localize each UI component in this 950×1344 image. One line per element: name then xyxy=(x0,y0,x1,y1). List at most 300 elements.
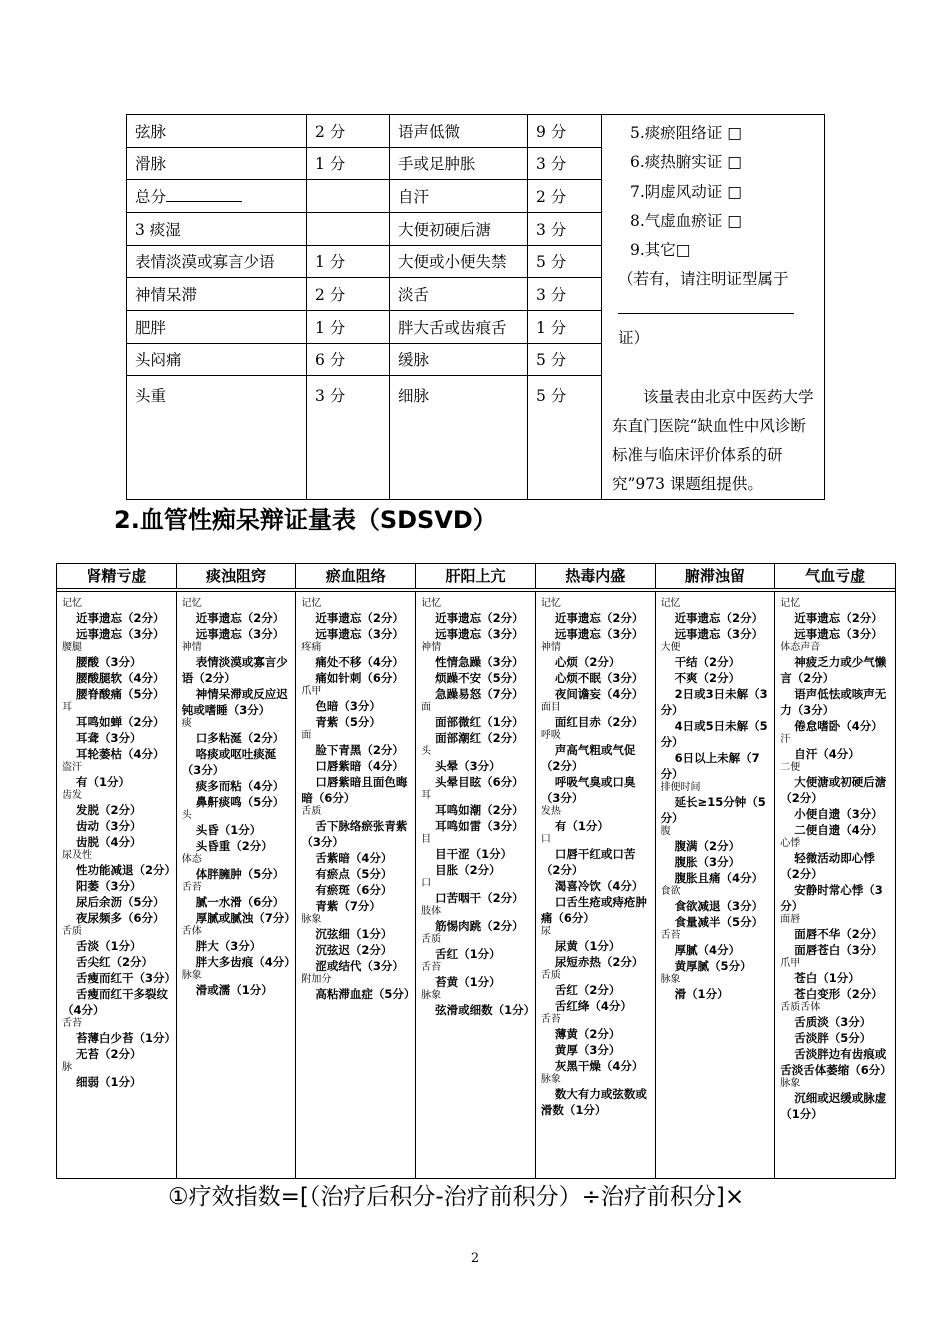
symptom-group-label: 舌质 xyxy=(421,934,442,945)
syndrome-checkbox-item[interactable]: 7.阴虚风动证 □ xyxy=(630,182,742,201)
symptom-score-item: 头晕（3分） xyxy=(435,759,501,773)
symptom-group xyxy=(62,762,172,790)
symptom-group xyxy=(62,598,172,642)
symptom-score-item: 心烦（2分） xyxy=(554,655,621,669)
total-blank-line[interactable] xyxy=(166,187,242,202)
symptom-group xyxy=(421,962,531,990)
symptom-score-item: 4日或5日未解（5分） xyxy=(660,719,768,749)
symptom-score-item: 舌尖红（2分） xyxy=(76,955,154,969)
symptom-score-item: 舌瘦而红干（3分） xyxy=(76,971,177,985)
cell-b: 自汗 xyxy=(390,180,528,213)
symptom-score-item: 口多粘涎（2分） xyxy=(195,731,285,745)
symptom-group xyxy=(182,642,292,718)
symptom-score-item: 舌下脉络瘀张青紫（3分） xyxy=(301,819,408,849)
symptom-group-label: 排便时间 xyxy=(660,782,701,793)
cell-a-score: 3 分 xyxy=(307,376,390,500)
symptom-group xyxy=(301,914,411,974)
symptom-group xyxy=(780,642,891,734)
symptom-group-label: 汗 xyxy=(780,734,791,745)
symptom-score-item: 舌红绛（4分） xyxy=(554,999,632,1013)
syndrome-column-body xyxy=(416,591,536,1178)
cell-a-score: 2 分 xyxy=(307,115,390,148)
symptom-score-item: 数大有力或弦数或滑数（1分） xyxy=(540,1087,647,1117)
symptom-score-item: 近事遗忘（2分） xyxy=(554,611,644,625)
symptom-score-item: 头昏（1分） xyxy=(195,823,262,837)
symptom-group-label: 舌苔 xyxy=(540,1014,561,1025)
syndrome-checkbox-item[interactable]: 5.痰瘀阻络证 □ xyxy=(630,124,742,142)
symptom-group xyxy=(62,926,177,1018)
symptom-group-label: 附加分 xyxy=(301,974,332,985)
symptom-group xyxy=(541,970,651,1014)
symptom-score-item: 声高气粗或气促（2分） xyxy=(540,743,636,773)
symptom-score-item: 夜间谵妄（4分） xyxy=(554,687,644,701)
symptom-group-label: 舌质 xyxy=(540,970,561,981)
symptom-group xyxy=(181,926,296,970)
symptom-group xyxy=(780,1002,891,1078)
symptom-score-item: 6日以上未解（7分） xyxy=(660,751,760,781)
symptom-group-label: 神情 xyxy=(421,642,442,653)
symptom-score-item: 小便自遗（3分） xyxy=(794,807,883,821)
symptom-score-item: 沉细或迟缓或脉虚（1分） xyxy=(780,1091,887,1121)
sdsvd-table xyxy=(56,563,896,1179)
symptom-score-item: 近事遗忘（2分） xyxy=(674,611,764,625)
cell-a: 表情淡漠或寡言少语 xyxy=(127,245,307,278)
symptom-score-item: 近事遗忘（2分） xyxy=(435,611,524,625)
syndrome-column-body xyxy=(177,591,297,1178)
syndrome-checklist-cell xyxy=(602,115,825,500)
symptom-score-item: 耳鸣如潮（2分） xyxy=(435,803,524,817)
symptom-group-label: 面 xyxy=(301,730,312,741)
symptom-group xyxy=(421,746,531,790)
symptom-score-item: 目胀（2分） xyxy=(435,863,501,877)
symptom-group xyxy=(661,974,771,1002)
symptom-group xyxy=(780,762,891,838)
symptom-score-item: 神疲乏力或少气懒言（2分） xyxy=(780,655,887,685)
total-label: 总分 xyxy=(135,188,167,207)
symptom-group-label: 爪甲 xyxy=(780,958,801,969)
syndrome-column-header: 气血亏虚 xyxy=(775,564,895,589)
symptom-group-label: 记忆 xyxy=(181,598,202,609)
symptom-score-item: 腹胀（3分） xyxy=(674,855,741,869)
cell-a: 3 痰湿 xyxy=(127,212,307,245)
symptom-group-label: 舌质 xyxy=(301,806,322,817)
symptom-score-item: 急躁易怒（7分） xyxy=(435,687,524,701)
symptom-score-item: 远事遗忘（3分） xyxy=(195,627,285,641)
section-title: 2.血管性痴呆辩证量表（SDSVD） xyxy=(114,506,497,534)
symptom-group xyxy=(780,914,891,958)
symptom-score-item: 二便自遗（4分） xyxy=(794,823,883,837)
cell-b-score: 3 分 xyxy=(528,212,602,245)
symptom-group xyxy=(301,642,411,686)
symptom-group xyxy=(661,826,771,886)
symptom-group xyxy=(541,598,651,642)
symptom-score-item: 口唇干红或口苦（2分） xyxy=(540,847,636,877)
symptom-score-item: 2日或3日未解（3分） xyxy=(660,687,768,717)
symptom-group-label: 记忆 xyxy=(780,598,801,609)
symptom-group xyxy=(301,806,411,914)
symptom-score-item: 目干涩（1分） xyxy=(435,847,513,861)
symptom-group xyxy=(182,970,292,998)
symptom-group-label: 发热 xyxy=(540,806,561,817)
symptom-score-item: 面唇苍白（3分） xyxy=(794,943,883,957)
symptom-group-label: 面目 xyxy=(540,702,561,713)
cell-b: 细脉 xyxy=(390,376,528,500)
symptom-score-item: 腰酸腿软（4分） xyxy=(76,671,165,685)
symptom-group-label: 体态声音 xyxy=(780,642,821,653)
syndrome-column-body xyxy=(296,591,416,1178)
symptom-score-item: 舌淡（1分） xyxy=(76,939,142,953)
symptom-group-label: 耳 xyxy=(421,790,432,801)
cell-a: 弦脉 xyxy=(127,115,307,148)
symptom-group-label: 脉象 xyxy=(181,970,202,981)
cell-a xyxy=(127,180,307,213)
cell-b: 缓脉 xyxy=(390,343,528,376)
symptom-group-label: 头 xyxy=(181,810,192,821)
symptom-score-item: 黄厚（3分） xyxy=(554,1043,621,1057)
symptom-score-item: 灰黑干燥（4分） xyxy=(554,1059,644,1073)
symptom-group-label: 脉象 xyxy=(660,974,681,985)
cell-a-score: 6 分 xyxy=(307,343,390,376)
symptom-group-label: 腹 xyxy=(660,826,671,837)
symptom-score-item: 阳萎（3分） xyxy=(76,879,142,893)
symptom-group-label: 记忆 xyxy=(421,598,442,609)
cell-a-score xyxy=(307,212,390,245)
page-number: 2 xyxy=(470,1251,480,1266)
cell-b: 大便或小便失禁 xyxy=(390,245,528,278)
symptom-score-item: 神情呆滞或反应迟钝或嗜睡（3分） xyxy=(181,687,288,717)
symptom-group xyxy=(541,1014,651,1074)
symptom-score-item: 腹胀且痛（4分） xyxy=(674,871,764,885)
symptom-group xyxy=(661,782,771,826)
symptom-score-item: 腻一水滑（6分） xyxy=(195,895,285,909)
symptom-score-item: 食欲减退（3分） xyxy=(674,899,764,913)
symptom-group-label: 脉 xyxy=(62,1062,72,1073)
symptom-score-item: 弦滑或细数（1分） xyxy=(435,1003,536,1017)
symptom-group xyxy=(541,1074,651,1118)
symptom-score-item: 沉弦迟（2分） xyxy=(315,943,393,957)
symptom-group xyxy=(661,598,771,642)
symptom-group xyxy=(541,806,651,834)
symptom-group xyxy=(421,702,531,746)
other-syndrome-fill-line xyxy=(612,295,816,354)
scale-table-body xyxy=(127,115,825,500)
symptom-score-item: 耳鸣如雷（3分） xyxy=(435,819,524,833)
symptom-group-label: 舌苔 xyxy=(181,882,202,893)
symptom-score-item: 沉弦细（1分） xyxy=(315,927,393,941)
symptom-group xyxy=(541,926,651,970)
symptom-score-item: 无苔（2分） xyxy=(76,1047,142,1061)
symptom-score-item: 胖大多齿痕（4分） xyxy=(195,955,296,969)
symptom-score-item: 体胖臃肿（5分） xyxy=(195,867,285,881)
cell-b-score: 5 分 xyxy=(528,376,602,500)
symptom-score-item: 心烦不眠（3分） xyxy=(554,671,644,685)
syndrome-column-header: 肝阳上亢 xyxy=(416,564,536,589)
cell-b: 淡舌 xyxy=(390,278,528,311)
symptom-score-item: 表情淡漠或寡言少语（2分） xyxy=(181,655,288,685)
cell-b-score: 5 分 xyxy=(528,245,602,278)
symptom-score-item: 远事遗忘（3分） xyxy=(76,627,165,641)
symptom-group-label: 疼痛 xyxy=(301,642,322,653)
symptom-score-item: 舌淡胖（5分） xyxy=(794,1031,872,1045)
symptom-group xyxy=(421,598,531,642)
symptom-group xyxy=(62,1062,172,1090)
symptom-score-item: 有（1分） xyxy=(554,819,609,833)
syndrome-column-body xyxy=(656,591,776,1178)
symptom-score-item: 舌紫暗（4分） xyxy=(315,851,393,865)
cell-a-score: 1 分 xyxy=(307,147,390,180)
symptom-score-item: 痛处不移（4分） xyxy=(315,655,404,669)
cell-a: 头闷痛 xyxy=(127,343,307,376)
symptom-score-item: 薄黄（2分） xyxy=(554,1027,621,1041)
symptom-group-label: 口 xyxy=(421,878,432,889)
symptom-group-label: 盗汗 xyxy=(62,762,82,773)
symptom-group xyxy=(780,598,891,642)
symptom-group xyxy=(541,642,651,702)
efficacy-index-formula: ①疗效指数=[（治疗后积分-治疗前积分）÷治疗前积分]× xyxy=(168,1184,745,1210)
symptom-score-item: 口唇紫暗（4分） xyxy=(315,759,404,773)
symptom-score-item: 齿动（3分） xyxy=(76,819,142,833)
symptom-group xyxy=(780,958,891,1002)
symptom-group xyxy=(421,642,531,702)
symptom-group xyxy=(780,734,891,762)
symptom-score-item: 面唇不华（2分） xyxy=(794,927,883,941)
symptom-score-item: 痛如针刺（6分） xyxy=(315,671,404,685)
symptom-group-label: 食欲 xyxy=(660,886,681,897)
symptom-group-label: 尿 xyxy=(540,926,551,937)
symptom-score-item: 安静时常心悸（3分） xyxy=(780,883,883,913)
symptom-group xyxy=(421,934,531,962)
symptom-score-item: 近事遗忘（2分） xyxy=(76,611,165,625)
symptom-group-label: 舌苔 xyxy=(660,930,681,941)
symptom-group-label: 痰 xyxy=(181,718,192,729)
symptom-score-item: 尿黄（1分） xyxy=(554,939,621,953)
symptom-score-item: 近事遗忘（2分） xyxy=(315,611,404,625)
symptom-group xyxy=(421,990,536,1018)
syndrome-column-header: 热毒内盛 xyxy=(536,564,656,589)
symptom-score-item: 口唇紫暗且面色晦暗（6分） xyxy=(301,775,408,805)
symptom-score-item: 脸下青黑（2分） xyxy=(315,743,404,757)
symptom-group xyxy=(181,882,296,926)
syndrome-checkbox-item[interactable]: 8.气虚血瘀证 □ xyxy=(630,211,742,230)
symptom-group xyxy=(301,974,416,1002)
symptom-score-item: 远事遗忘（3分） xyxy=(794,627,883,641)
symptom-group xyxy=(421,790,531,834)
symptom-group-label: 齿发 xyxy=(62,790,82,801)
symptom-score-item: 口舌生疮或痔疮肿痛（6分） xyxy=(540,895,647,925)
symptom-group xyxy=(421,906,531,934)
cell-a: 头重 xyxy=(127,376,307,500)
symptom-group-label: 神情 xyxy=(181,642,202,653)
symptom-score-item: 胖大（3分） xyxy=(195,939,262,953)
symptom-group-label: 舌苔 xyxy=(421,962,442,973)
symptom-group-label: 记忆 xyxy=(540,598,561,609)
cell-b-score: 9 分 xyxy=(528,115,602,148)
symptom-group xyxy=(182,810,292,854)
symptom-group-label: 口 xyxy=(540,834,551,845)
symptom-score-item: 延长≥15分钟（5分） xyxy=(660,795,766,825)
syndrome-checkbox-item[interactable]: 6.痰热腑实证 □ xyxy=(630,153,742,172)
symptom-score-item: 夜尿频多（6分） xyxy=(76,911,165,925)
symptom-group-label: 脉象 xyxy=(421,990,442,1001)
source-note: 该量表由北京中医药大学东直门医院“缺血性中风诊断标准与临床评价体系的研究”973 课题组提供。 xyxy=(612,388,814,494)
symptom-score-item: 滑或濡（1分） xyxy=(195,983,273,997)
symptom-score-item: 口苦咽干（2分） xyxy=(435,891,524,905)
symptom-score-item: 有瘀斑（6分） xyxy=(315,883,393,897)
symptom-score-item: 尿短赤热（2分） xyxy=(554,955,644,969)
symptom-score-item: 厚腻（4分） xyxy=(674,943,741,957)
symptom-score-item: 筋惕肉跳（2分） xyxy=(435,919,524,933)
symptom-score-item: 耳聋（3分） xyxy=(76,731,142,745)
symptom-score-item: 腰酸（3分） xyxy=(76,655,142,669)
symptom-group xyxy=(421,878,531,906)
symptom-group xyxy=(661,642,771,782)
symptom-group xyxy=(541,702,651,730)
symptom-group xyxy=(301,730,411,806)
syndrome-column-header: 肾精亏虚 xyxy=(57,564,177,589)
symptom-score-item: 面部微红（1分） xyxy=(435,715,524,729)
symptom-group xyxy=(780,1078,891,1122)
syndrome-suffix: 证） xyxy=(618,329,650,348)
symptom-group-label: 头 xyxy=(421,746,432,757)
syndrome-blank-line[interactable] xyxy=(618,297,794,314)
symptom-group-label: 脉象 xyxy=(301,914,322,925)
symptom-score-item: 近事遗忘（2分） xyxy=(794,611,883,625)
symptom-score-item: 近事遗忘（2分） xyxy=(195,611,285,625)
symptom-group-label: 大便 xyxy=(660,642,681,653)
cell-a-score: 2 分 xyxy=(307,278,390,311)
symptom-score-item: 耳鸣如蝉（2分） xyxy=(76,715,165,729)
symptom-group xyxy=(182,718,292,810)
other-syndrome-note: （若有，请注明证型属于 xyxy=(618,270,789,289)
symptom-group xyxy=(301,686,411,730)
symptom-score-item: 尿后余沥（5分） xyxy=(76,895,165,909)
cell-b: 大便初硬后溏 xyxy=(390,212,528,245)
cell-b: 胖大舌或齿痕舌 xyxy=(390,310,528,343)
symptom-score-item: 齿脱（4分） xyxy=(76,835,142,849)
symptom-group-label: 神情 xyxy=(540,642,561,653)
symptom-score-item: 呼吸气臭或口臭（3分） xyxy=(540,775,636,805)
symptom-group xyxy=(62,642,172,702)
symptom-group xyxy=(541,730,651,806)
symptom-group xyxy=(182,598,292,642)
symptom-group xyxy=(62,850,177,926)
syndrome-column-body xyxy=(536,591,656,1178)
symptom-group xyxy=(301,598,411,642)
symptom-group xyxy=(780,838,891,914)
symptom-score-item: 舌瘦而红干多裂纹（4分） xyxy=(62,987,168,1017)
symptom-score-item: 有（1分） xyxy=(76,775,131,789)
symptom-score-item: 耳轮萎枯（4分） xyxy=(76,747,165,761)
cell-a: 神情呆滞 xyxy=(127,278,307,311)
symptom-group-label: 记忆 xyxy=(62,598,82,609)
symptom-score-item: 性功能减退（2分） xyxy=(76,863,177,877)
symptom-score-item: 语声低怯或咳声无力（3分） xyxy=(780,687,887,717)
syndrome-column-body xyxy=(57,591,177,1178)
symptom-score-item: 苍白（1分） xyxy=(794,971,860,985)
symptom-score-item: 远事遗忘（3分） xyxy=(554,627,644,641)
symptom-score-item: 苔黄（1分） xyxy=(435,975,501,989)
symptom-score-item: 舌淡胖边有齿痕或舌淡舌体萎缩（6分） xyxy=(780,1047,892,1077)
symptom-score-item: 不爽（2分） xyxy=(674,671,741,685)
syndrome-column-header: 腑滞浊留 xyxy=(656,564,776,589)
scale-row xyxy=(127,115,825,148)
symptom-score-item: 滑（1分） xyxy=(674,987,729,1001)
symptom-score-item: 倦怠嗜卧（4分） xyxy=(794,719,883,733)
symptom-score-item: 舌红（2分） xyxy=(554,983,621,997)
symptom-score-item: 轻微活动即心悸（2分） xyxy=(780,851,875,881)
symptom-score-item: 黄厚腻（5分） xyxy=(674,959,752,973)
symptom-group xyxy=(62,790,172,850)
cell-b-score: 3 分 xyxy=(528,147,602,180)
syndrome-column-header: 痰浊阻窍 xyxy=(177,564,297,589)
symptom-score-item: 食量减半（5分） xyxy=(674,915,764,929)
symptom-group xyxy=(182,854,292,882)
symptom-score-item: 咯痰或呕吐痰涎（3分） xyxy=(181,747,277,777)
symptom-score-item: 性情急躁（3分） xyxy=(435,655,524,669)
symptom-score-item: 干结（2分） xyxy=(674,655,741,669)
syndrome-checkbox-item[interactable]: 9.其它□ xyxy=(630,241,691,260)
symptom-score-item: 腹满（2分） xyxy=(674,839,741,853)
cell-b-score: 5 分 xyxy=(528,343,602,376)
symptom-group xyxy=(541,834,651,926)
symptom-score-item: 头昏重（2分） xyxy=(195,839,273,853)
cell-b: 语声低微 xyxy=(390,115,528,148)
symptom-score-item: 远事遗忘（3分） xyxy=(435,627,524,641)
cell-a: 肥胖 xyxy=(127,310,307,343)
symptom-score-item: 舌质淡（3分） xyxy=(794,1015,872,1029)
symptom-score-item: 面红目赤（2分） xyxy=(554,715,644,729)
symptom-group-label: 舌苔 xyxy=(62,1018,82,1029)
symptom-group-label: 呼吸 xyxy=(540,730,561,741)
symptom-score-item: 鼻鼾痰鸣（5分） xyxy=(195,795,285,809)
symptom-score-item: 青紫（7分） xyxy=(315,899,381,913)
symptom-group xyxy=(661,930,771,974)
symptom-group-label: 记忆 xyxy=(660,598,681,609)
symptom-score-item: 远事遗忘（3分） xyxy=(315,627,404,641)
symptom-group-label: 舌质 xyxy=(62,926,82,937)
symptom-score-item: 大便溏或初硬后溏（2分） xyxy=(780,775,887,805)
symptom-group xyxy=(421,834,531,878)
symptom-group-label: 目 xyxy=(421,834,432,845)
symptom-score-item: 烦躁不安（5分） xyxy=(435,671,524,685)
symptom-group-label: 面 xyxy=(421,702,432,713)
syndrome-column-header: 瘀血阻络 xyxy=(296,564,416,589)
symptom-group-label: 爪甲 xyxy=(301,686,322,697)
symptom-score-item: 舌红（1分） xyxy=(435,947,501,961)
syndrome-column-body xyxy=(775,591,895,1178)
symptom-group-label: 脉象 xyxy=(540,1074,561,1085)
cell-b-score: 2 分 xyxy=(528,180,602,213)
symptom-group-label: 腰腿 xyxy=(62,642,82,653)
symptom-score-item: 头晕目眩（6分） xyxy=(435,775,524,789)
symptom-group-label: 舌体 xyxy=(181,926,202,937)
symptom-score-item: 远事遗忘（3分） xyxy=(674,627,764,641)
symptom-group-label: 二便 xyxy=(780,762,801,773)
symptom-group-label: 记忆 xyxy=(301,598,322,609)
symptom-group xyxy=(62,1018,177,1062)
symptom-group xyxy=(62,702,172,762)
symptom-score-item: 发脱（2分） xyxy=(76,803,142,817)
scale-table-continued xyxy=(126,114,825,500)
symptom-group-label: 体态 xyxy=(181,854,202,865)
cell-a-score xyxy=(307,180,390,213)
symptom-group-label: 肢体 xyxy=(421,906,442,917)
cell-a-score: 1 分 xyxy=(307,310,390,343)
symptom-group-label: 心悸 xyxy=(780,838,801,849)
symptom-score-item: 腰脊酸痛（5分） xyxy=(76,687,165,701)
cell-b-score: 3 分 xyxy=(528,278,602,311)
symptom-score-item: 色暗（3分） xyxy=(315,699,381,713)
